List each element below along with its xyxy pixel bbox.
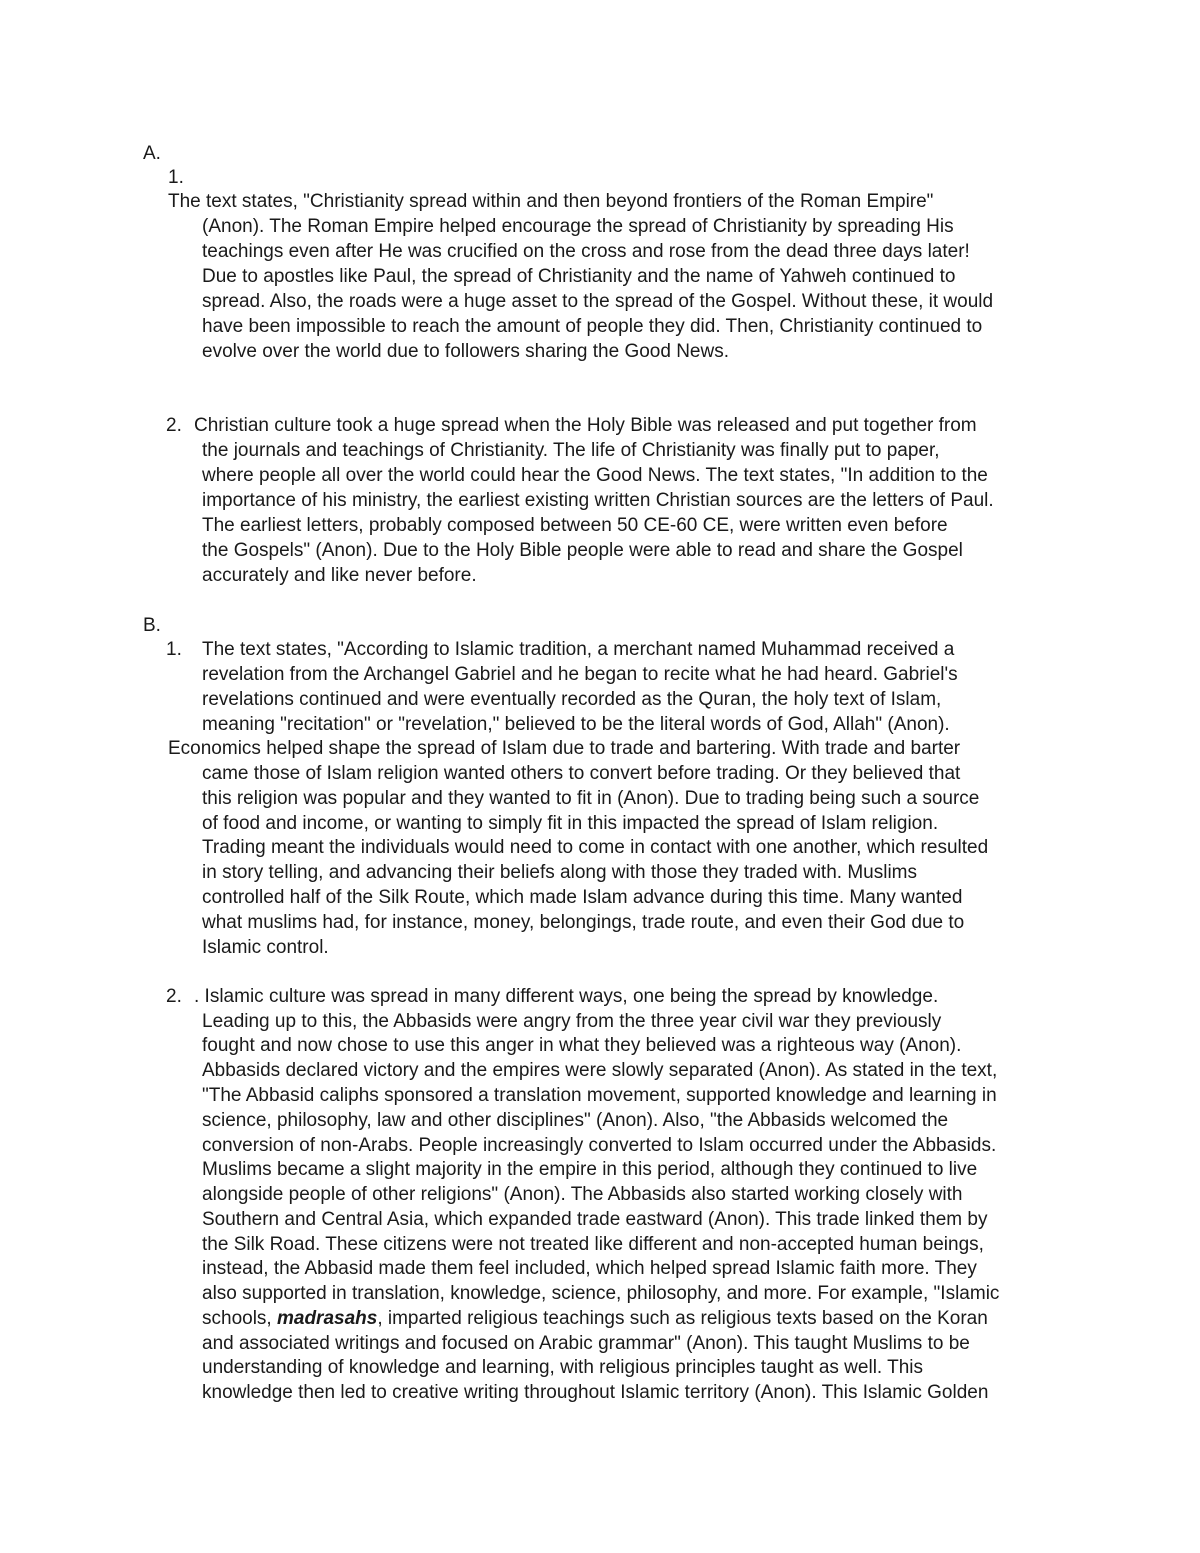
paragraph-line: importance of his ministry, the earliest existing written Christian sources are the letters of Paul.: [202, 490, 994, 511]
paragraph-line: "The Abbasid caliphs sponsored a translation movement, supported knowledge and learning in: [202, 1085, 997, 1106]
paragraph-line: Islamic control.: [202, 937, 329, 958]
line-text: schools,: [202, 1308, 277, 1329]
section-a-item2-number: 2.: [166, 415, 182, 436]
paragraph-line: of food and income, or wanting to simply fit in this impacted the spread of Islam religion.: [202, 813, 939, 834]
paragraph-line: Due to apostles like Paul, the spread of Christianity and the name of Yahweh continued to: [202, 266, 956, 287]
paragraph-line: the Silk Road. These citizens were not treated like different and non-accepted human beings,: [202, 1234, 984, 1255]
paragraph-line: and associated writings and focused on Arabic grammar" (Anon). This taught Muslims to be: [202, 1333, 970, 1354]
line-text: , imparted religious teachings such as religious texts based on the Koran: [377, 1308, 988, 1329]
paragraph-line: Muslims became a slight majority in the empire in this period, although they continued to live: [202, 1159, 978, 1180]
paragraph-line: knowledge then led to creative writing throughout Islamic territory (Anon). This Islamic Golden: [202, 1382, 989, 1403]
paragraph-line: Abbasids declared victory and the empires were slowly separated (Anon). As stated in the text,: [202, 1060, 998, 1081]
paragraph-line: what muslims had, for instance, money, belongings, trade route, and even their God due to: [202, 912, 965, 933]
paragraph-line: understanding of knowledge and learning, with religious principles taught as well. This: [202, 1357, 924, 1378]
paragraph-line: teachings even after He was crucified on the cross and rose from the dead three days later!: [202, 241, 970, 262]
paragraph-line: revelation from the Archangel Gabriel and he began to recite what he had heard. Gabriel's: [202, 664, 958, 685]
paragraph-line: came those of Islam religion wanted others to convert before trading. Or they believed that: [202, 763, 961, 784]
paragraph-line: fought and now chose to use this anger in what they believed was a righteous way (Anon).: [202, 1035, 962, 1056]
paragraph-line: instead, the Abbasid made them feel included, which helped spread Islamic faith more. They: [202, 1258, 977, 1279]
paragraph-line: Trading meant the individuals would need to come in contact with one another, which resulted: [202, 837, 989, 858]
paragraph-line: The earliest letters, probably composed between 50 CE-60 CE, were written even before: [202, 515, 948, 536]
paragraph-line: also supported in translation, knowledge, science, philosophy, and more. For example, "Islamic: [202, 1283, 1000, 1304]
paragraph-line: Leading up to this, the Abbasids were angry from the three year civil war they previously: [202, 1011, 942, 1032]
paragraph-line: controlled half of the Silk Route, which made Islam advance during this time. Many wanted: [202, 887, 963, 908]
paragraph-line: spread. Also, the roads were a huge asset to the spread of the Gospel. Without these, it would: [202, 291, 994, 312]
paragraph-line: where people all over the world could hear the Good News. The text states, "In addition to the: [202, 465, 988, 486]
madrasahs-emphasis: madrasahs: [276, 1308, 378, 1329]
section-a-label: A.: [143, 143, 161, 164]
paragraph-line: Christian culture took a huge spread when the Holy Bible was released and put together from: [194, 415, 977, 436]
paragraph-line: alongside people of other religions" (Anon). The Abbasids also started working closely with: [202, 1184, 963, 1205]
paragraph-line: evolve over the world due to followers sharing the Good News.: [202, 341, 729, 362]
section-b-item1-number: 1.: [166, 639, 182, 660]
paragraph-line: conversion of non-Arabs. People increasingly converted to Islam occurred under the Abbasids.: [202, 1135, 997, 1156]
paragraph-line: the Gospels" (Anon). Due to the Holy Bible people were able to read and share the Gospel: [202, 540, 963, 561]
paragraph-line: . Islamic culture was spread in many different ways, one being the spread by knowledge.: [194, 986, 939, 1007]
paragraph-line: the journals and teachings of Christianity. The life of Christianity was finally put to paper,: [202, 440, 940, 461]
paragraph-line: Economics helped shape the spread of Islam due to trade and bartering. With trade and barter: [168, 738, 961, 759]
section-a-item1-number: 1.: [168, 167, 184, 188]
paragraph-line: have been impossible to reach the amount of people they did. Then, Christianity continued to: [202, 316, 983, 337]
paragraph-line: science, philosophy, law and other disciplines" (Anon). Also, "the Abbasids welcomed the: [202, 1110, 949, 1131]
section-b-item2-number: 2.: [166, 986, 182, 1007]
paragraph-line-madrasahs: [202, 1307, 988, 1331]
paragraph-line: accurately and like never before.: [202, 565, 477, 586]
paragraph-line: Southern and Central Asia, which expanded trade eastward (Anon). This trade linked them by: [202, 1209, 988, 1230]
paragraph-line: The text states, "Christianity spread within and then beyond frontiers of the Roman Empire": [168, 191, 934, 212]
section-b-label: B.: [143, 615, 161, 636]
paragraph-line: The text states, "According to Islamic tradition, a merchant named Muhammad received a: [202, 639, 955, 660]
paragraph-line: in story telling, and advancing their beliefs along with those they traded with. Muslims: [202, 862, 917, 883]
paragraph-line: (Anon). The Roman Empire helped encourage the spread of Christianity by spreading His: [202, 216, 954, 237]
paragraph-line: this religion was popular and they wanted to fit in (Anon). Due to trading being such a source: [202, 788, 980, 809]
paragraph-line: meaning "recitation" or "revelation," believed to be the literal words of God, Allah" (Anon).: [202, 714, 950, 735]
paragraph-line: revelations continued and were eventually recorded as the Quran, the holy text of Islam,: [202, 689, 942, 710]
